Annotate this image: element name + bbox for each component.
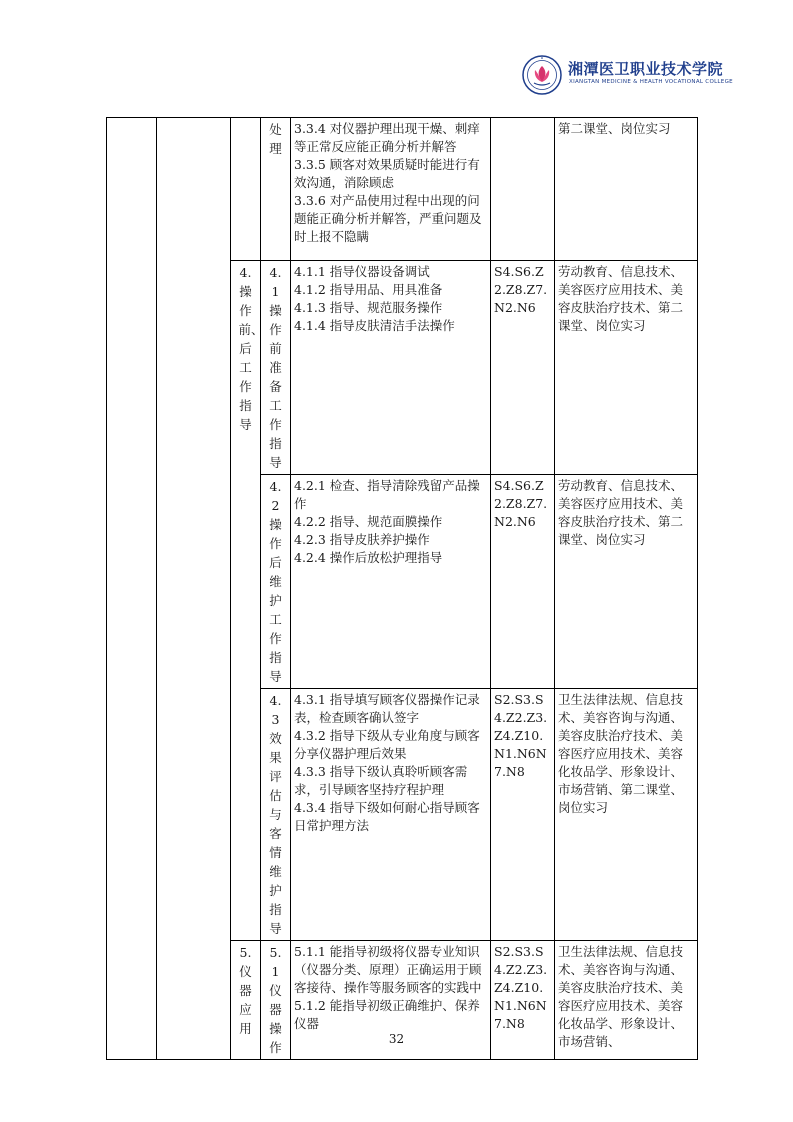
content-line: 4.2.2 指导、规范面膜操作 [294, 514, 443, 529]
codes-cell: S4.S6.Z2.Z8.Z7.N2.N6 [491, 261, 555, 475]
content-line: 4.3.2 指导下级从专业角度与顾客分享仪器护理后效果 [294, 728, 480, 761]
content-line: 3.3.6 对产品使用过程中出现的问题能正确分析并解答，严重问题及时上报不隐瞒 [294, 193, 482, 244]
content-line: 5.1.2 能指导初级正确维护、保养仪器 [294, 998, 480, 1031]
content-line: 4.1.4 指导皮肤清洁手法操作 [294, 318, 455, 333]
content-line: 5.1.1 能指导初级将仪器专业知识（仪器分类、原理）正确运用于顾客接待、操作等服务顾客的实践中 [294, 944, 482, 995]
sub-item-cell: 5.1仪器操作 [261, 941, 291, 1060]
courses-cell: 卫生法律法规、信息技术、美容咨询与沟通、美容皮肤治疗技术、美容医疗应用技术、美容化妆品学、形象设计、市场营销、 [555, 941, 698, 1060]
item-cell: 4.操作前、后工作指导 [231, 261, 261, 941]
content-cell [291, 261, 491, 475]
college-logo [522, 55, 733, 97]
courses-cell: 第二课堂、岗位实习 [555, 118, 698, 261]
college-emblem-icon [522, 55, 562, 95]
codes-cell: S2.S3.S4.Z2.Z3.Z4.Z10.N1.N6N7.N8 [491, 689, 555, 941]
content-line: 4.1.1 指导仪器设备调试 [294, 264, 430, 279]
content-line: 4.3.4 指导下级如何耐心指导顾客日常护理方法 [294, 800, 480, 833]
content-line: 4.1.3 指导、规范服务操作 [294, 300, 443, 315]
level-cell [107, 118, 157, 1060]
content-line: 4.1.2 指导用品、用具准备 [294, 282, 443, 297]
training-content-table [106, 117, 698, 1060]
college-name-en: XIANGTAN MEDICINE & HEALTH VOCATIONAL COLLEGE [569, 79, 733, 85]
codes-cell [491, 118, 555, 261]
sub-item-cell: 4.1操作前准备工作指导 [261, 261, 291, 475]
item-cell [231, 118, 261, 261]
stage-cell [157, 118, 231, 1060]
sub-item-cell: 4.3效果评估与客情维护指导 [261, 689, 291, 941]
courses-cell: 劳动教育、信息技术、美容医疗应用技术、美容皮肤治疗技术、第二课堂、岗位实习 [555, 475, 698, 689]
content-line: 4.2.3 指导皮肤养护操作 [294, 532, 430, 547]
courses-cell: 劳动教育、信息技术、美容医疗应用技术、美容皮肤治疗技术、第二课堂、岗位实习 [555, 261, 698, 475]
content-cell [291, 118, 491, 261]
sub-item-cell: 处理 [261, 118, 291, 261]
content-cell [291, 689, 491, 941]
college-name-cn: 湘潭医卫职业技术学院 [568, 60, 724, 78]
content-line: 3.3.5 顾客对效果质疑时能进行有效沟通，消除顾虑 [294, 157, 480, 190]
content-line: 4.2.4 操作后放松护理指导 [294, 550, 443, 565]
content-line: 4.3.1 指导填写顾客仪器操作记录表，检查顾客确认签字 [294, 692, 480, 725]
codes-cell: S2.S3.S4.Z2.Z3.Z4.Z10.N1.N6N7.N8 [491, 941, 555, 1060]
content-line: 4.3.3 指导下级认真聆听顾客需求，引导顾客坚持疗程护理 [294, 764, 468, 797]
item-cell: 5.仪器应用 [231, 941, 261, 1060]
table-row [107, 118, 698, 261]
content-line: 3.3.4 对仪器护理出现干燥、刺痒等正常反应能正确分析并解答 [294, 121, 480, 154]
page-number: 32 [388, 1032, 405, 1046]
content-cell [291, 475, 491, 689]
content-line: 4.2.1 检查、指导清除残留产品操作 [294, 478, 480, 511]
courses-cell: 卫生法律法规、信息技术、美容咨询与沟通、美容皮肤治疗技术、美容医疗应用技术、美容化妆品学、形象设计、市场营销、第二课堂、岗位实习 [555, 689, 698, 941]
codes-cell: S4.S6.Z2.Z8.Z7.N2.N6 [491, 475, 555, 689]
sub-item-cell: 4.2操作后维护工作指导 [261, 475, 291, 689]
